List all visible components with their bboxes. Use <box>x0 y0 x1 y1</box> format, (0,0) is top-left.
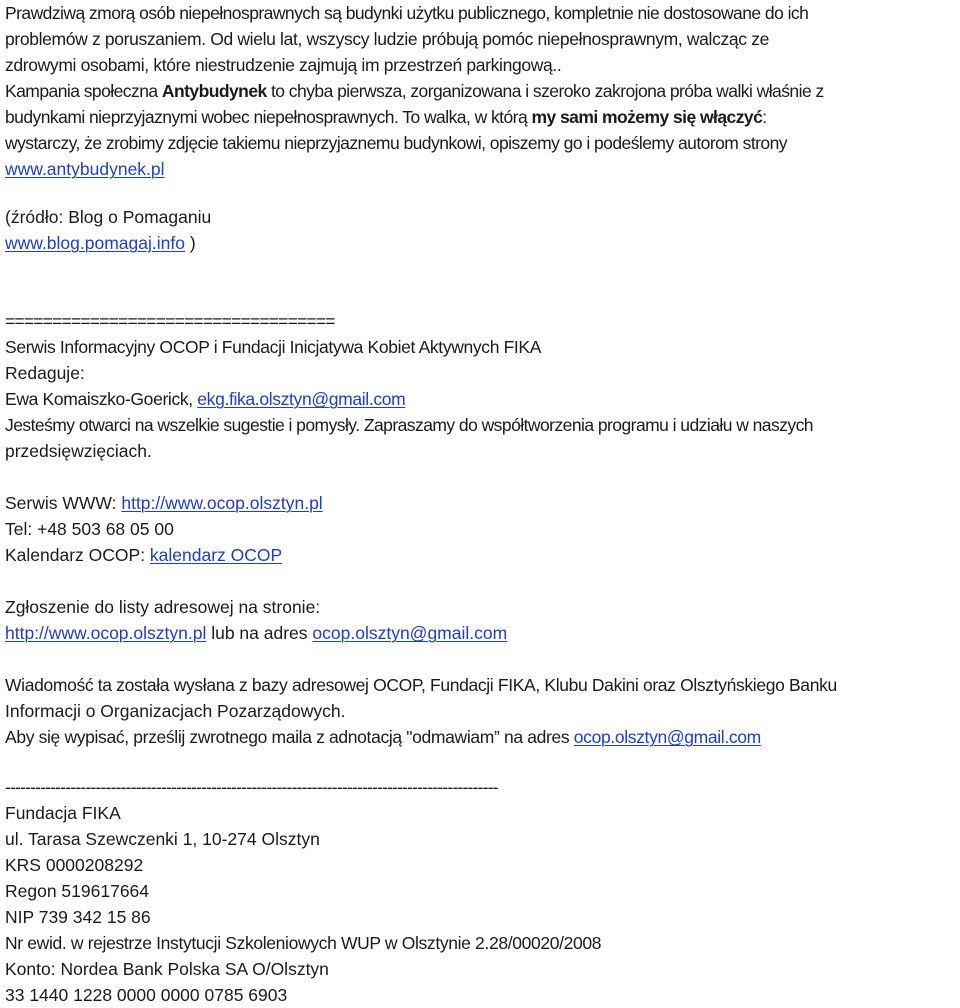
unsubscribe-line <box>5 724 761 750</box>
sent-info-text: Informacji o Organizacjach Pozarządowych. <box>5 701 346 721</box>
article-line-2 <box>5 26 769 52</box>
source-line <box>5 204 211 230</box>
www-label: Serwis WWW: <box>5 493 122 513</box>
source-close: ) <box>184 233 196 253</box>
call-to-action-text: my sami możemy się włączyć <box>531 107 763 127</box>
service-title: Serwis Informacyjny OCOP i Fundacji Inicjatywa Kobiet Aktywnych FIKA <box>5 337 542 357</box>
unsubscribe-text: Aby się wypisać, prześlij zwrotnego maila z adnotacją "odmawiam” na adres <box>5 727 574 747</box>
dash-separator: -------------------------------------------------------------------------------------------------- <box>5 777 498 797</box>
article-text: zdrowymi osobami, które niestrudzenie zajmują im przestrzeń parkingową.. <box>5 55 562 75</box>
article-text: : <box>762 107 767 127</box>
editor-line <box>5 386 405 412</box>
antybudynek-link[interactable]: www.antybudynek.pl <box>5 159 165 179</box>
subscribe-website-link[interactable]: http://www.ocop.olsztyn.pl <box>5 623 207 643</box>
article-text: wystarczy, że zrobimy zdjęcie takiemu nieprzyjaznemu budynkowi, opiszemy go i podeślemy autorom strony <box>5 133 787 153</box>
service-title-line <box>5 334 541 360</box>
article-text: problemów z poruszaniem. Od wielu lat, wszyscy ludzie próbują pomóc niepełnosprawnym, walcząc ze <box>5 29 769 49</box>
article-text: to chyba pierwsza, zorganizowana i szeroko zakrojona próba walki właśnie z <box>266 81 824 101</box>
registry-number: Nr ewid. w rejestrze Instytucji Szkoleniowych WUP w Olsztynie 2.28/00020/2008 <box>5 933 602 953</box>
invitation-text: przedsięwzięciach. <box>5 441 152 461</box>
blog-pomagaj-link[interactable]: www.blog.pomagaj.info <box>5 233 185 253</box>
campaign-name: Antybudynek <box>161 81 267 101</box>
article-text: budynkami nieprzyjaznymi wobec niepełnosprawnych. <box>5 107 403 127</box>
bank-line <box>5 956 329 982</box>
sent-info-text: Wiadomość ta została wysłana z bazy adresowej OCOP, Fundacji FIKA, Klubu Dakini oraz Olsztyńskiego Banku <box>5 675 837 695</box>
invitation-text: Jesteśmy otwarci na wszelkie sugestie i pomysły. Zapraszamy do współtworzenia programu i udziału w naszych <box>5 415 813 435</box>
article-line-6 <box>5 130 787 156</box>
ocop-website-link[interactable]: http://www.ocop.olsztyn.pl <box>121 493 323 513</box>
bank-account-number: 33 1440 1228 0000 0000 0785 6903 <box>5 985 288 1005</box>
krs-number: KRS 0000208292 <box>5 855 144 875</box>
open-line-2 <box>5 438 152 464</box>
calendar-link[interactable]: kalendarz OCOP <box>149 545 283 565</box>
krs-line <box>5 852 143 878</box>
regon-line <box>5 878 149 904</box>
nip-number: NIP 739 342 15 86 <box>5 907 151 927</box>
subscribe-text: lub na adres <box>206 623 313 643</box>
article-line-3 <box>5 52 561 78</box>
article-line-5 <box>5 104 767 130</box>
source-label: (źródło: Blog o Pomaganiu <box>5 207 212 227</box>
editor-email-link[interactable]: ekg.fika.olsztyn@gmail.com <box>197 389 406 409</box>
subscribe-email-link[interactable]: ocop.olsztyn@gmail.com <box>312 623 508 643</box>
unsubscribe-email-link[interactable]: ocop.olsztyn@gmail.com <box>573 727 761 747</box>
article-text: Prawdziwą zmorą osób niepełnosprawnych są budynki użytku publicznego, kompletnie nie dostosowane do ich <box>5 3 809 23</box>
nip-line <box>5 904 151 930</box>
organization-name: Fundacja FIKA <box>5 803 121 823</box>
subscribe-label-line <box>5 594 320 620</box>
calendar-label: Kalendarz OCOP: <box>5 545 150 565</box>
editor-label: Redaguje: <box>5 363 85 383</box>
phone-number: Tel: +48 503 68 05 00 <box>5 519 174 539</box>
calendar-line <box>5 542 282 568</box>
article-line-1 <box>5 0 808 26</box>
registry-line <box>5 930 601 956</box>
org-name-line <box>5 800 121 826</box>
regon-number: Regon 519617664 <box>5 881 150 901</box>
sent-line-2 <box>5 698 345 724</box>
subscribe-line <box>5 620 507 646</box>
open-line-1 <box>5 412 813 438</box>
editor-name: Ewa Komaiszko-Goerick, <box>5 389 198 409</box>
article-line-4 <box>5 78 824 104</box>
bank-name: Konto: Nordea Bank Polska SA O/Olsztyn <box>5 959 329 979</box>
www-line <box>5 490 323 516</box>
separator-line <box>5 308 335 334</box>
sent-line-1 <box>5 672 837 698</box>
article-text: Kampania społeczna <box>5 81 162 101</box>
source-link-line <box>5 230 196 256</box>
dash-separator-line <box>5 774 498 800</box>
tel-line <box>5 516 174 542</box>
subscribe-label: Zgłoszenie do listy adresowej na stronie: <box>5 597 321 617</box>
separator: =================================== <box>5 311 335 331</box>
account-line <box>5 982 287 1008</box>
address-line <box>5 826 320 852</box>
article-text: To walka, w którą <box>402 107 532 127</box>
article-line-7 <box>5 156 165 182</box>
editor-label-line <box>5 360 85 386</box>
organization-address: ul. Tarasa Szewczenki 1, 10-274 Olsztyn <box>5 829 320 849</box>
